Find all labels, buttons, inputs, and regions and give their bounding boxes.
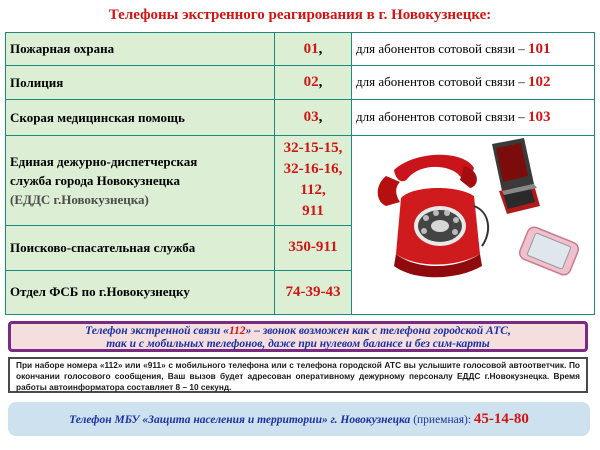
table-row — [6, 66, 595, 100]
service-fire: Пожарная охрана — [6, 33, 275, 66]
mbu-reception: (приемная): — [410, 414, 474, 426]
service-fsb: Отдел ФСБ по г.Новокузнецку — [6, 270, 275, 314]
edds-line3: (ЕДДС г.Новокузнецка) — [10, 191, 149, 207]
table-row — [6, 136, 595, 226]
cell-number-police[interactable]: 102 — [527, 74, 551, 90]
smartphone-icon — [518, 225, 581, 277]
edds-number[interactable]: 32-15-15, — [283, 140, 343, 157]
mbu-contact — [8, 402, 590, 436]
number-ambulance[interactable]: 03, — [275, 100, 352, 136]
service-ambulance: Скорая медицинская помощь — [6, 100, 275, 136]
emergency-112-number[interactable]: 112 — [228, 325, 246, 337]
number-edds — [275, 136, 352, 226]
mbu-label: Телефон МБУ «Защита населения и территории» г. Новокузнецка — [69, 414, 411, 426]
edds-line2: служба города Новокузнецка — [10, 172, 180, 188]
autoinformer-info: При наборе номера «112» или «911» с мобильного телефона или с телефона городской АТС вы услышите голосовой автоответчик. По окончании голосового сообщения, Ваш вызов будет адресован оперативному дежурному персоналу ЕДДС г.Новокузнецка. Время работы автоинформатора составляет 8 – 10 секунд. — [8, 357, 588, 393]
service-edds — [6, 136, 275, 226]
service-rescue: Поисково-спасательная служба — [6, 225, 275, 270]
cell-number-ambulance[interactable]: 103 — [527, 109, 551, 125]
page-title: Телефоны экстренного реагирования в г. Новокузнецке: — [108, 7, 492, 23]
edds-number[interactable]: 112, — [300, 182, 326, 199]
telephones-illustration — [356, 136, 599, 309]
cell-number-fire[interactable]: 101 — [527, 40, 551, 57]
mbu-number[interactable]: 45-14-80 — [473, 411, 529, 427]
phones-illustration — [352, 136, 595, 315]
edds-number[interactable]: 911 — [302, 203, 324, 220]
number-fsb[interactable]: 74-39-43 — [275, 270, 352, 314]
number-rescue[interactable]: 350-911 — [275, 225, 352, 270]
emergency-phones-table — [5, 32, 595, 315]
rotary-phone-icon — [378, 155, 488, 278]
edds-line1: Единая дежурно-диспетчерская — [10, 153, 198, 169]
cell-police: для абонентов сотовой связи – 102 — [352, 66, 595, 100]
emergency-112-line2: так и с мобильных телефонов, даже при нулевом балансе и без сим-карты — [106, 338, 490, 350]
table-row — [6, 100, 595, 136]
cell-fire: для абонентов сотовой связи – 101 — [352, 33, 595, 66]
table-row — [6, 33, 595, 66]
cell-ambulance: для абонентов сотовой связи – 103 — [352, 100, 595, 136]
edds-number[interactable]: 32-16-16, — [283, 161, 343, 178]
flip-phone-icon — [492, 138, 540, 214]
service-police: Полиция — [6, 66, 275, 100]
number-police[interactable]: 02, — [275, 66, 352, 100]
emergency-112-notice: Телефон экстренной связи «112» – звонок возможен как с телефона городской АТС, так и с мобильных телефонов, даже при нулевом балансе и без сим-карты — [8, 321, 588, 352]
number-fire[interactable]: 01, — [275, 33, 352, 66]
